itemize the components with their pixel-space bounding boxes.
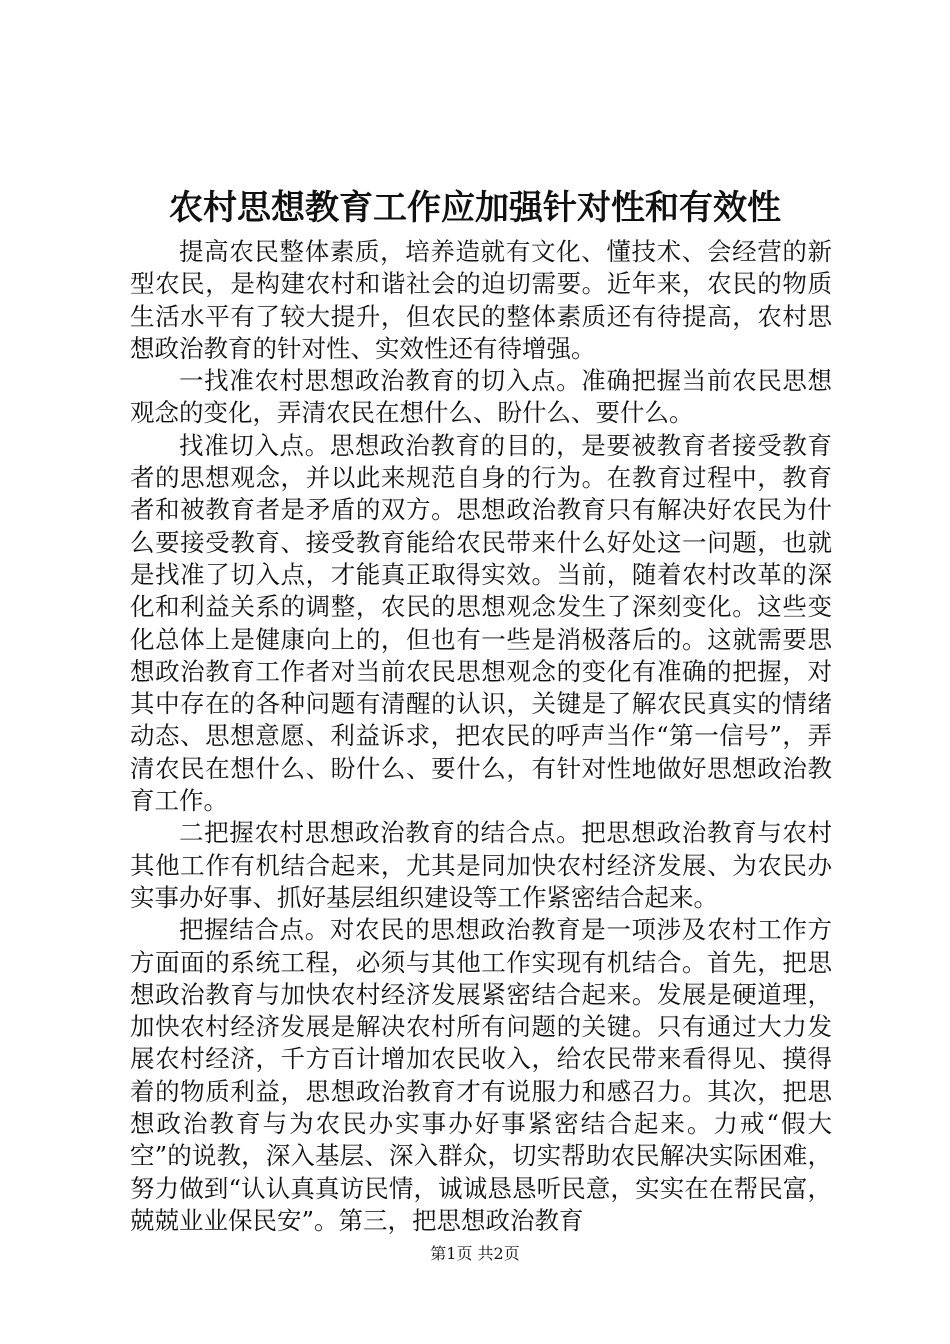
document-title: 农村思想教育工作应加强针对性和有效性 (169, 188, 781, 228)
paragraph-intro: 提高农民整体素质，培养造就有文化、懂技术、会经营的新型农民，是构建农村和谐社会的迫切需要。近年来，农民的物质生活水平有了较大提升，但农民的整体素质还有待提高，农村思想政治教育的针对性、实效性还有待增强。 (130, 237, 832, 363)
paragraph-section-one-heading: 一找准农村思想政治教育的切入点。准确把握当前农民思想观念的变化，弄清农民在想什么、盼什么、要什么。 (130, 366, 832, 428)
paragraph-section-one-body: 找准切入点。思想政治教育的目的，是要被教育者接受教育者的思想观念，并以此来规范自身的行为。在教育过程中，教育者和被教育者是矛盾的双方。思想政治教育只有解决好农民为什么要接受教育、接受教育能给农民带来什么好处这一问题，也就是找准了切入点，才能真正取得实效。当前，随着农村改革的深化和利益关系的调整，农民的思想观念发生了深刻变化。这些变化总体上是健康向上的，但也有一些是消极落后的。这就需要思想政治教育工作者对当前农民思想观念的变化有准确的把握，对其中存在的各种问题有清醒的认识，关键是了解农民真实的情绪动态、思想意愿、利益诉求，把农民的呼声当作“第一信号”，弄清农民在想什么、盼什么、要什么，有针对性地做好思想政治教育工作。 (130, 430, 832, 816)
paragraph-section-two-body: 把握结合点。对农民的思想政治教育是一项涉及农村工作方方面面的系统工程，必须与其他工作实现有机结合。首先，把思想政治教育与加快农村经济发展紧密结合起来。发展是硬道理，加快农村经济发展是解决农村所有问题的关键。只有通过大力发展农村经济，千方百计增加农民收入，给农民带来看得见、摸得着的物质利益，思想政治教育才有说服力和感召力。其次，把思想政治教育与为农民办实事办好事紧密结合起来。力戒“假大空”的说教，深入基层、深入群众，切实帮助农民解决实际困难，努力做到“认认真真访民情，诚诚恳恳听民意，实实在在帮民富，兢兢业业保民安”。第三，把思想政治教育 (130, 915, 832, 1235)
page-number-footer: 第1页 共2页 (430, 1244, 520, 1263)
document-body (130, 236, 832, 1237)
paragraph-section-two-heading: 二把握农村思想政治教育的结合点。把思想政治教育与农村其他工作有机结合起来，尤其是同加快农村经济发展、为农民办实事办好事、抓好基层组织建设等工作紧密结合起来。 (130, 818, 832, 912)
